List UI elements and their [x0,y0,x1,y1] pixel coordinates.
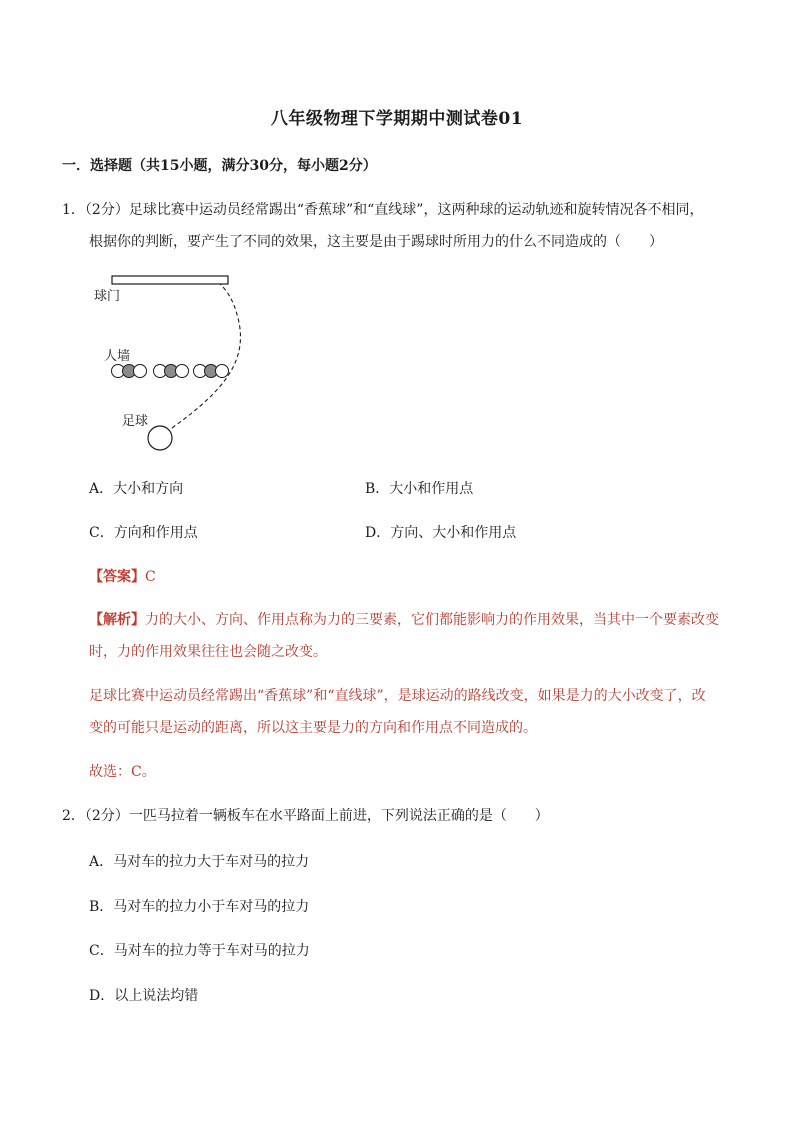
q2-stem: 2．（2分）一匹马拉着一辆板车在水平路面上前进，下列说法正确的是（ ） [62,808,549,824]
free-kick-diagram [88,268,258,458]
q1-answer [89,566,156,586]
q1-option-b[interactable]: B．大小和作用点 [365,481,474,497]
football [148,426,172,450]
analysis-tag: 【解析】 [89,612,145,628]
wall-player [176,365,189,378]
q1-conclusion: 故选：C。 [89,764,156,780]
analysis-text: 力的大小、方向、作用点称为力的三要素，它们都能影响力的作用效果，当其中一个要素改变 [145,612,719,628]
wall-player [134,365,147,378]
goal-bar [112,276,228,284]
q1-analysis-line3: 足球比赛中运动员经常踢出“香蕉球”和“直线球”，是球运动的路线改变，如果是力的大小改变了，改 [89,688,706,704]
answer-value: C [145,569,156,585]
q1-option-d[interactable]: D．方向、大小和作用点 [365,525,517,541]
goal-label: 球门 [94,289,121,304]
q1-analysis-line2: 时，力的作用效果往往也会随之改变。 [89,644,327,660]
section-heading: 一．选择题（共15小题，满分30分，每小题2分） [62,158,377,174]
q2-option-d[interactable]: D．以上说法均错 [89,988,199,1004]
answer-tag: 【答案】 [89,569,145,585]
q1-analysis-line4: 变的可能只是运动的距离，所以这主要是力的方向和作用点不同造成的。 [89,720,537,736]
q1-stem-line1: 1．（2分）足球比赛中运动员经常踢出“香蕉球”和“直线球”，这两种球的运动轨迹和旋转情况各不相同， [62,202,704,218]
q2-option-c[interactable]: C．马对车的拉力等于车对马的拉力 [89,943,310,959]
page-title: 八年级物理下学期期中测试卷01 [270,109,524,129]
q1-stem-line2: 根据你的判断，要产生了不同的效果，这主要是由于踢球时所用力的什么不同造成的（ ） [89,234,663,250]
human-wall [112,365,229,378]
wall-player [216,365,229,378]
q1-option-a[interactable]: A．大小和方向 [89,481,184,497]
ball-trajectory [172,284,240,428]
q2-option-b[interactable]: B．马对车的拉力小于车对马的拉力 [89,899,310,915]
wall-label: 人墙 [104,349,131,364]
q1-option-c[interactable]: C．方向和作用点 [89,525,198,541]
ball-label: 足球 [122,414,149,429]
q1-analysis-line1 [89,610,719,630]
q2-option-a[interactable]: A．马对车的拉力大于车对马的拉力 [89,854,310,870]
